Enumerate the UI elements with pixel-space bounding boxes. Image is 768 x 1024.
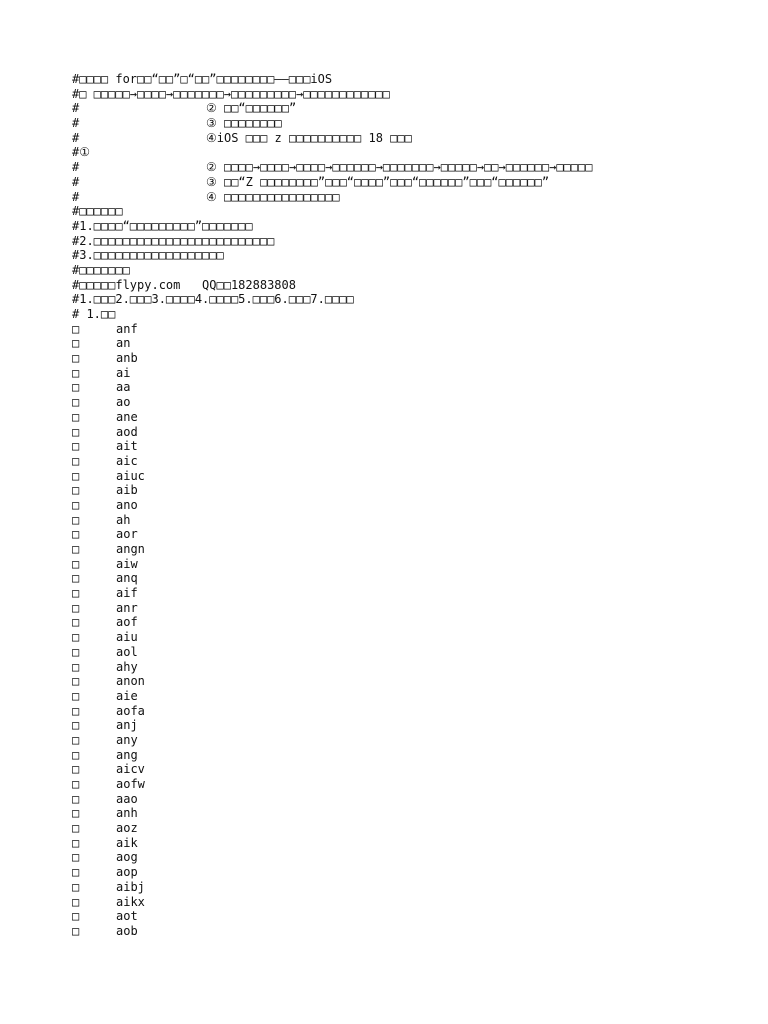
code-row xyxy=(72,674,712,689)
code-text: aot xyxy=(116,909,138,924)
missing-glyph-box: □ xyxy=(72,336,80,351)
code-text: ane xyxy=(116,409,138,424)
indented-block-1 xyxy=(72,101,712,145)
info-line: #□□□□□flypy.com QQ□□182883808 xyxy=(72,277,296,292)
code-text: aor xyxy=(116,527,138,542)
info-line: #3.□□□□□□□□□□□□□□□□□□ xyxy=(72,248,224,263)
code-row xyxy=(72,615,712,630)
code-text: ano xyxy=(116,497,138,512)
missing-glyph-box: □ xyxy=(72,821,80,836)
code-text: aoz xyxy=(116,821,138,836)
missing-glyph-box: □ xyxy=(72,600,80,615)
code-row xyxy=(72,483,712,498)
missing-glyph-box: □ xyxy=(72,747,80,762)
missing-glyph-box: □ xyxy=(72,674,80,689)
code-row xyxy=(72,645,712,660)
code-row xyxy=(72,380,712,395)
code-row xyxy=(72,895,712,910)
missing-glyph-box: □ xyxy=(72,439,80,454)
code-text: aic xyxy=(116,453,138,468)
missing-glyph-box: □ xyxy=(72,732,80,747)
indented-line xyxy=(72,116,712,131)
hash-mark: # xyxy=(72,116,80,131)
missing-glyph-box: □ xyxy=(72,718,80,733)
code-text: aof xyxy=(116,615,138,630)
info-line: #□□□□□□ xyxy=(72,204,123,219)
code-text: aod xyxy=(116,424,138,439)
missing-glyph-box: □ xyxy=(72,923,80,938)
code-text: aiuc xyxy=(116,468,145,483)
indented-text: ② □□“□□□□□□” xyxy=(206,101,297,116)
code-text: aop xyxy=(116,865,138,880)
missing-glyph-box: □ xyxy=(72,703,80,718)
missing-glyph-box: □ xyxy=(72,542,80,556)
hash-mark: # xyxy=(72,101,80,116)
hash-mark: # xyxy=(72,174,80,189)
code-text: aofa xyxy=(116,703,145,718)
missing-glyph-box: □ xyxy=(72,806,80,821)
code-text: ah xyxy=(116,512,131,527)
code-text: aa xyxy=(116,380,131,395)
indented-text: ④ □□□□□□□□□□□□□□□□ xyxy=(206,189,340,204)
code-row xyxy=(72,850,712,865)
code-text: anf xyxy=(116,321,138,336)
code-row xyxy=(72,689,712,704)
indented-text: ② □□□□→□□□□→□□□□→□□□□□□→□□□□□□□→□□□□□→□□→□□□□□□→□□□□□ xyxy=(206,160,593,175)
missing-glyph-box: □ xyxy=(72,630,80,645)
code-row xyxy=(72,586,712,601)
hash-mark: # xyxy=(72,189,80,204)
code-text: an xyxy=(116,336,131,351)
missing-glyph-box: □ xyxy=(72,835,80,850)
missing-glyph-box: □ xyxy=(72,688,80,703)
header-lines xyxy=(72,72,712,101)
missing-glyph-box: □ xyxy=(72,365,80,380)
code-row xyxy=(72,821,712,836)
missing-glyph-box: □ xyxy=(72,777,80,791)
info-line: #1.□□□□“□□□□□□□□□”□□□□□□□ xyxy=(72,218,253,233)
missing-glyph-box: □ xyxy=(72,497,80,512)
indented-line xyxy=(72,175,712,190)
code-text: aiw xyxy=(116,556,138,571)
code-text: aicv xyxy=(116,762,145,777)
missing-glyph-box: □ xyxy=(72,762,80,777)
code-row xyxy=(72,336,712,351)
code-row xyxy=(72,557,712,572)
code-text: ait xyxy=(116,439,138,454)
code-text: aol xyxy=(116,644,138,659)
code-row xyxy=(72,439,712,454)
code-text: anq xyxy=(116,571,138,586)
missing-glyph-box: □ xyxy=(72,865,80,880)
missing-glyph-box: □ xyxy=(72,380,80,395)
code-text: anr xyxy=(116,600,138,615)
info-line: #1.□□□2.□□□3.□□□□4.□□□□5.□□□6.□□□7.□□□□ xyxy=(72,292,354,307)
indented-text: ③ □□“Z □□□□□□□□”□□□“□□□□”□□□“□□□□□□”□□□“□□□□□□” xyxy=(206,174,550,189)
code-row xyxy=(72,425,712,440)
indented-line xyxy=(72,101,712,116)
code-text: aog xyxy=(116,850,138,865)
missing-glyph-box: □ xyxy=(72,321,80,336)
indented-line xyxy=(72,190,712,205)
header-line: #□ □□□□□→□□□□→□□□□□□□→□□□□□□□□□→□□□□□□□□□□□□ xyxy=(72,86,390,101)
missing-glyph-box: □ xyxy=(72,556,80,571)
code-row xyxy=(72,865,712,880)
code-text: ang xyxy=(116,747,138,762)
code-text: anon xyxy=(116,674,145,689)
hash-mark: # xyxy=(72,130,80,145)
hash-mark: # xyxy=(72,160,80,175)
missing-glyph-box: □ xyxy=(72,424,80,439)
code-row xyxy=(72,792,712,807)
code-row xyxy=(72,660,712,675)
indented-line xyxy=(72,131,712,146)
code-row xyxy=(72,806,712,821)
code-row xyxy=(72,836,712,851)
code-text: aiu xyxy=(116,630,138,645)
missing-glyph-box: □ xyxy=(72,894,80,909)
code-row xyxy=(72,513,712,528)
info-lines xyxy=(72,204,712,322)
missing-glyph-box: □ xyxy=(72,850,80,865)
code-row xyxy=(72,909,712,924)
code-row xyxy=(72,527,712,542)
code-text: aib xyxy=(116,483,138,498)
code-row xyxy=(72,351,712,366)
missing-glyph-box: □ xyxy=(72,468,80,483)
code-text: ai xyxy=(116,365,131,380)
code-text: aob xyxy=(116,923,138,938)
code-text: ao xyxy=(116,395,131,410)
info-line: # 1.□□ xyxy=(72,307,116,321)
indented-text: ④iOS □□□ z □□□□□□□□□□ 18 □□□ xyxy=(206,130,412,145)
code-text: aik xyxy=(116,835,138,850)
indented-line xyxy=(72,160,712,175)
code-text: aofw xyxy=(116,777,145,791)
code-row xyxy=(72,469,712,484)
code-row xyxy=(72,322,712,337)
code-text: ahy xyxy=(116,659,138,674)
code-text: aif xyxy=(116,586,138,601)
missing-glyph-box: □ xyxy=(72,571,80,586)
code-row xyxy=(72,410,712,425)
missing-glyph-box: □ xyxy=(72,409,80,424)
info-line: #□□□□□□□ xyxy=(72,262,130,277)
code-list xyxy=(72,322,712,939)
info-line: #2.□□□□□□□□□□□□□□□□□□□□□□□□□ xyxy=(72,233,275,248)
code-row xyxy=(72,748,712,763)
code-row xyxy=(72,733,712,748)
missing-glyph-box: □ xyxy=(72,351,80,366)
code-row xyxy=(72,498,712,513)
code-row xyxy=(72,601,712,616)
code-row xyxy=(72,630,712,645)
code-row xyxy=(72,718,712,733)
code-text: aibj xyxy=(116,879,145,894)
indented-text: ③ □□□□□□□□ xyxy=(206,116,282,131)
missing-glyph-box: □ xyxy=(72,512,80,527)
missing-glyph-box: □ xyxy=(72,659,80,674)
missing-glyph-box: □ xyxy=(72,791,80,806)
document-body xyxy=(72,72,712,939)
code-row xyxy=(72,762,712,777)
code-row xyxy=(72,571,712,586)
code-row xyxy=(72,777,712,792)
missing-glyph-box: □ xyxy=(72,615,80,630)
code-text: aao xyxy=(116,791,138,806)
missing-glyph-box: □ xyxy=(72,586,80,601)
missing-glyph-box: □ xyxy=(72,879,80,894)
missing-glyph-box: □ xyxy=(72,453,80,468)
code-row xyxy=(72,704,712,719)
code-row xyxy=(72,880,712,895)
code-row xyxy=(72,395,712,410)
missing-glyph-box: □ xyxy=(72,483,80,498)
code-text: angn xyxy=(116,542,145,556)
indented-block-2 xyxy=(72,160,712,204)
code-text: anj xyxy=(116,718,138,733)
code-text: aie xyxy=(116,688,138,703)
code-row xyxy=(72,454,712,469)
code-row xyxy=(72,542,712,557)
missing-glyph-box: □ xyxy=(72,909,80,924)
header-line: #□□□□ for□□“□□”□“□□”□□□□□□□□——□□□iOS xyxy=(72,72,333,86)
missing-glyph-box: □ xyxy=(72,527,80,542)
code-text: aikx xyxy=(116,894,145,909)
code-row xyxy=(72,366,712,381)
marker-line: #① xyxy=(72,145,90,160)
missing-glyph-box: □ xyxy=(72,644,80,659)
code-text: anb xyxy=(116,351,138,366)
code-row xyxy=(72,924,712,939)
code-text: anh xyxy=(116,806,138,821)
code-text: any xyxy=(116,732,138,747)
missing-glyph-box: □ xyxy=(72,395,80,410)
